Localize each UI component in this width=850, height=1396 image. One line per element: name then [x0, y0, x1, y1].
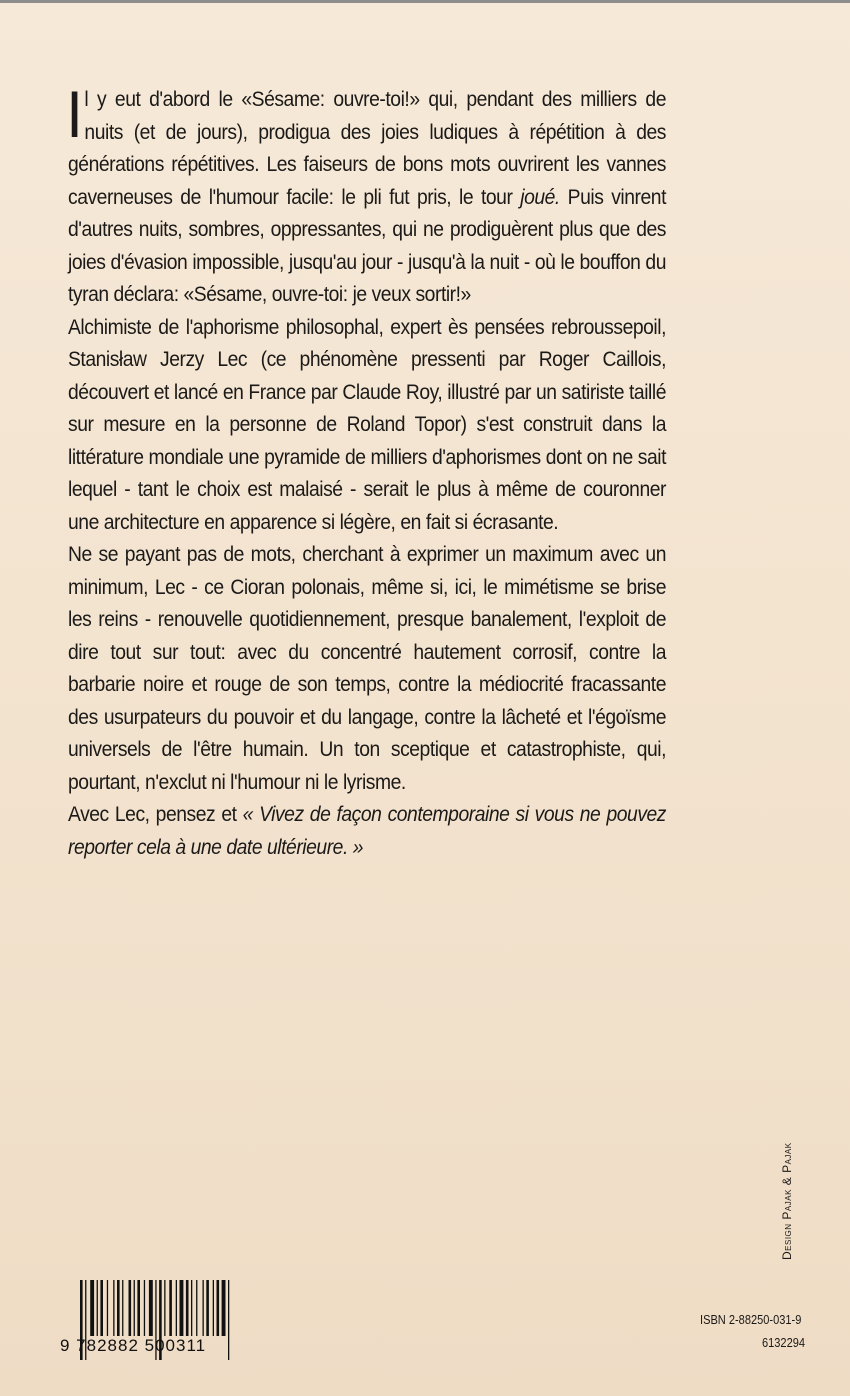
paragraph-2: Alchimiste de l'aphorisme philosophal, expert ès pensées rebroussepoil, Stanisław Jerzy Lec (ce phénomène pressenti par Roger Caillois, découvert et lancé en France par Claude Roy, illustré par un satiriste taillé sur mesure en la personne de Roland Topor) s'est construit dans la littérature mondiale une pyramide de milliers d'aphorismes dont on ne sait lequel - tant le choix est malaisé - serait le plus à même de couronner une architecture en apparence si légère, en fait si écrasante.: [68, 315, 666, 534]
drop-cap: I: [66, 77, 83, 151]
paragraph-3: Ne se payant pas de mots, cherchant à exprimer un maximum avec un minimum, Lec - ce Cioran polonais, même si, ici, le mimétisme se brise les reins - renouvelle quotidiennement, presque banalement, l'exploit de dire tout sur tout: avec du concentré hautement corrosif, contre la barbarie noire et rouge de son temps, contre la médiocrité fracassante des usurpateurs du pouvoir et du langage, contre la lâcheté et l'égoïsme universels de l'être humain. Un ton sceptique et catastrophiste, qui, pourtant, n'exclut ni l'humour ni le lyrisme.: [68, 543, 666, 794]
paragraph-4: [68, 799, 666, 864]
isbn-number: ISBN 2-88250-031-9: [700, 1312, 802, 1327]
paragraph-1-italic: joué.: [520, 185, 560, 209]
paragraph-1: [66, 77, 666, 312]
design-credit: Design Pajak & Pajak: [780, 1142, 794, 1260]
paragraph-1-end: Puis vinrent d'autres nuits, sombres, oppressantes, qui ne prodiguèrent plus que des joies d'évasion impossible, jusqu'au jour - jusqu'à la nuit - où le bouffon du tyran déclara: «Sésame, ouvre-toi: je veux sortir!»: [68, 185, 666, 306]
paragraph-4-text: Avec Lec, pensez et: [68, 803, 243, 826]
cover-top-edge: [0, 0, 850, 3]
barcode-digits: 9 782882 500311: [60, 1336, 207, 1355]
product-code: 6132294: [762, 1335, 806, 1350]
back-cover-blurb: [66, 77, 666, 864]
closing-quote: « Vivez de façon contemporaine si vous ne pouvez reporter cela à une date ultérieure. »: [68, 803, 666, 859]
paragraph-1-text: l y eut d'abord le «Sésame: ouvre-toi!» qui, pendant des milliers de nuits (et de jours), prodigua des joies ludiques à répétition à des générations répétitives. Les faiseurs de bons mots ouvrirent les vannes caverneuses de l'humour facile: le pli fut pris, le tour: [68, 88, 666, 209]
